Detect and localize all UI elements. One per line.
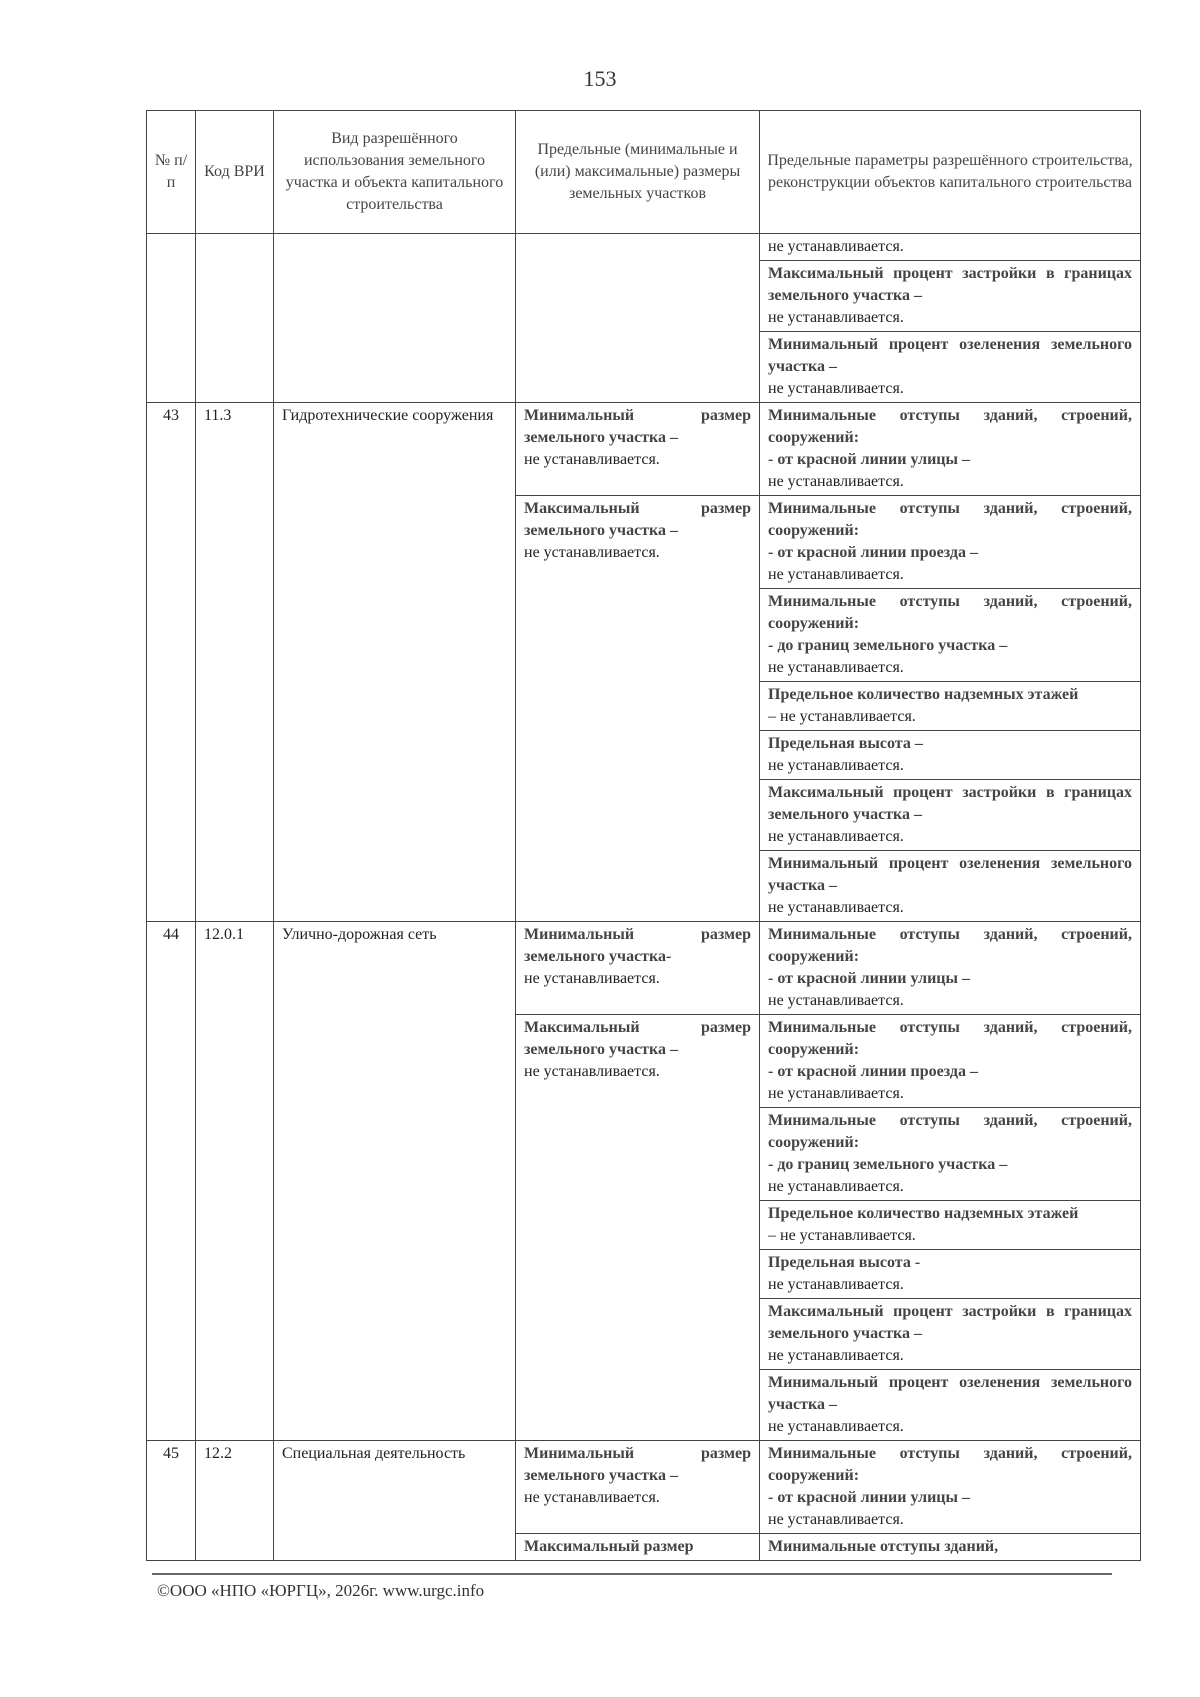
param-cell: Предельное количество надземных этажей – не устанавливается.	[760, 682, 1141, 731]
header-sizes: Предельные (минимальные и (или) максимальные) размеры земельных участков	[516, 111, 760, 234]
table-row	[147, 922, 1141, 1015]
param-cell: Максимальный процент застройки в границах земельного участка – не устанавливается.	[760, 1299, 1141, 1370]
param-cell: Минимальный процент озеленения земельного участка – не устанавливается.	[760, 1370, 1141, 1441]
param-cell: Минимальные отступы зданий, строений, сооружений: - от красной линии улицы – не устанавливается.	[760, 403, 1141, 496]
param-cell: Предельная высота - не устанавливается.	[760, 1250, 1141, 1299]
cell-type: Гидротехнические сооружения	[274, 403, 516, 922]
param-cell: Минимальные отступы зданий, строений, сооружений: - от красной линии улицы – не устанавливается.	[760, 922, 1141, 1015]
cell-min-size: Минимальный размер земельного участка- не устанавливается.	[516, 922, 760, 1015]
param-cell: не устанавливается.	[760, 234, 1141, 261]
cell-max-size: Максимальный размер земельного участка – не устанавливается.	[516, 1015, 760, 1441]
param-cell: Минимальные отступы зданий, строений, сооружений: - от красной линии проезда – не устанавливается.	[760, 496, 1141, 589]
header-code: Код ВРИ	[196, 111, 274, 234]
table-header-row	[147, 111, 1141, 234]
cell-min-size: Минимальный размер земельного участка – не устанавливается.	[516, 1441, 760, 1534]
param-cell: Минимальные отступы зданий, строений, сооружений: - от красной линии улицы – не устанавливается.	[760, 1441, 1141, 1534]
cell-num: 44	[147, 922, 196, 1441]
param-cell: Минимальный процент озеленения земельного участка – не устанавливается.	[760, 332, 1141, 403]
cell-code: 12.0.1	[196, 922, 274, 1441]
footer-divider	[152, 1573, 1112, 1575]
header-num: № п/п	[147, 111, 196, 234]
cell-max-size: Максимальный размер земельного участка – не устанавливается.	[516, 496, 760, 922]
param-cell: Предельная высота – не устанавливается.	[760, 731, 1141, 780]
table-row	[147, 403, 1141, 496]
cell-type	[274, 234, 516, 403]
table-row	[147, 1441, 1141, 1534]
cell-num	[147, 234, 196, 403]
table-row	[147, 234, 1141, 261]
param-cell: Максимальный процент застройки в границах земельного участка – не устанавливается.	[760, 780, 1141, 851]
param-cell: Минимальные отступы зданий,	[760, 1534, 1141, 1561]
cell-min-size: Минимальный размер земельного участка – не устанавливается.	[516, 403, 760, 496]
param-cell: Максимальный процент застройки в границах земельного участка – не устанавливается.	[760, 261, 1141, 332]
cell-code: 11.3	[196, 403, 274, 922]
cell-max-size: Максимальный размер	[516, 1534, 760, 1561]
param-cell: Предельное количество надземных этажей – не устанавливается.	[760, 1201, 1141, 1250]
cell-code: 12.2	[196, 1441, 274, 1561]
header-params: Предельные параметры разрешённого строительства, реконструкции объектов капитального строительства	[760, 111, 1141, 234]
param-cell: Минимальные отступы зданий, строений, сооружений: - от красной линии проезда – не устанавливается.	[760, 1015, 1141, 1108]
param-cell: Минимальные отступы зданий, строений, сооружений: - до границ земельного участка – не устанавливается.	[760, 589, 1141, 682]
cell-size	[516, 234, 760, 403]
page-number: 153	[583, 66, 617, 91]
footer-copyright: ©ООО «НПО «ЮРГЦ», 2026г. www.urgc.info	[157, 1581, 485, 1600]
regulations-table	[146, 110, 1141, 1561]
cell-num: 45	[147, 1441, 196, 1561]
cell-type: Специальная деятельность	[274, 1441, 516, 1561]
cell-num: 43	[147, 403, 196, 922]
cell-type: Улично-дорожная сеть	[274, 922, 516, 1441]
param-cell: Минимальный процент озеленения земельного участка – не устанавливается.	[760, 851, 1141, 922]
header-type: Вид разрешённого использования земельного участка и объекта капитального строительства	[274, 111, 516, 234]
param-cell: Минимальные отступы зданий, строений, сооружений: - до границ земельного участка – не устанавливается.	[760, 1108, 1141, 1201]
cell-code	[196, 234, 274, 403]
